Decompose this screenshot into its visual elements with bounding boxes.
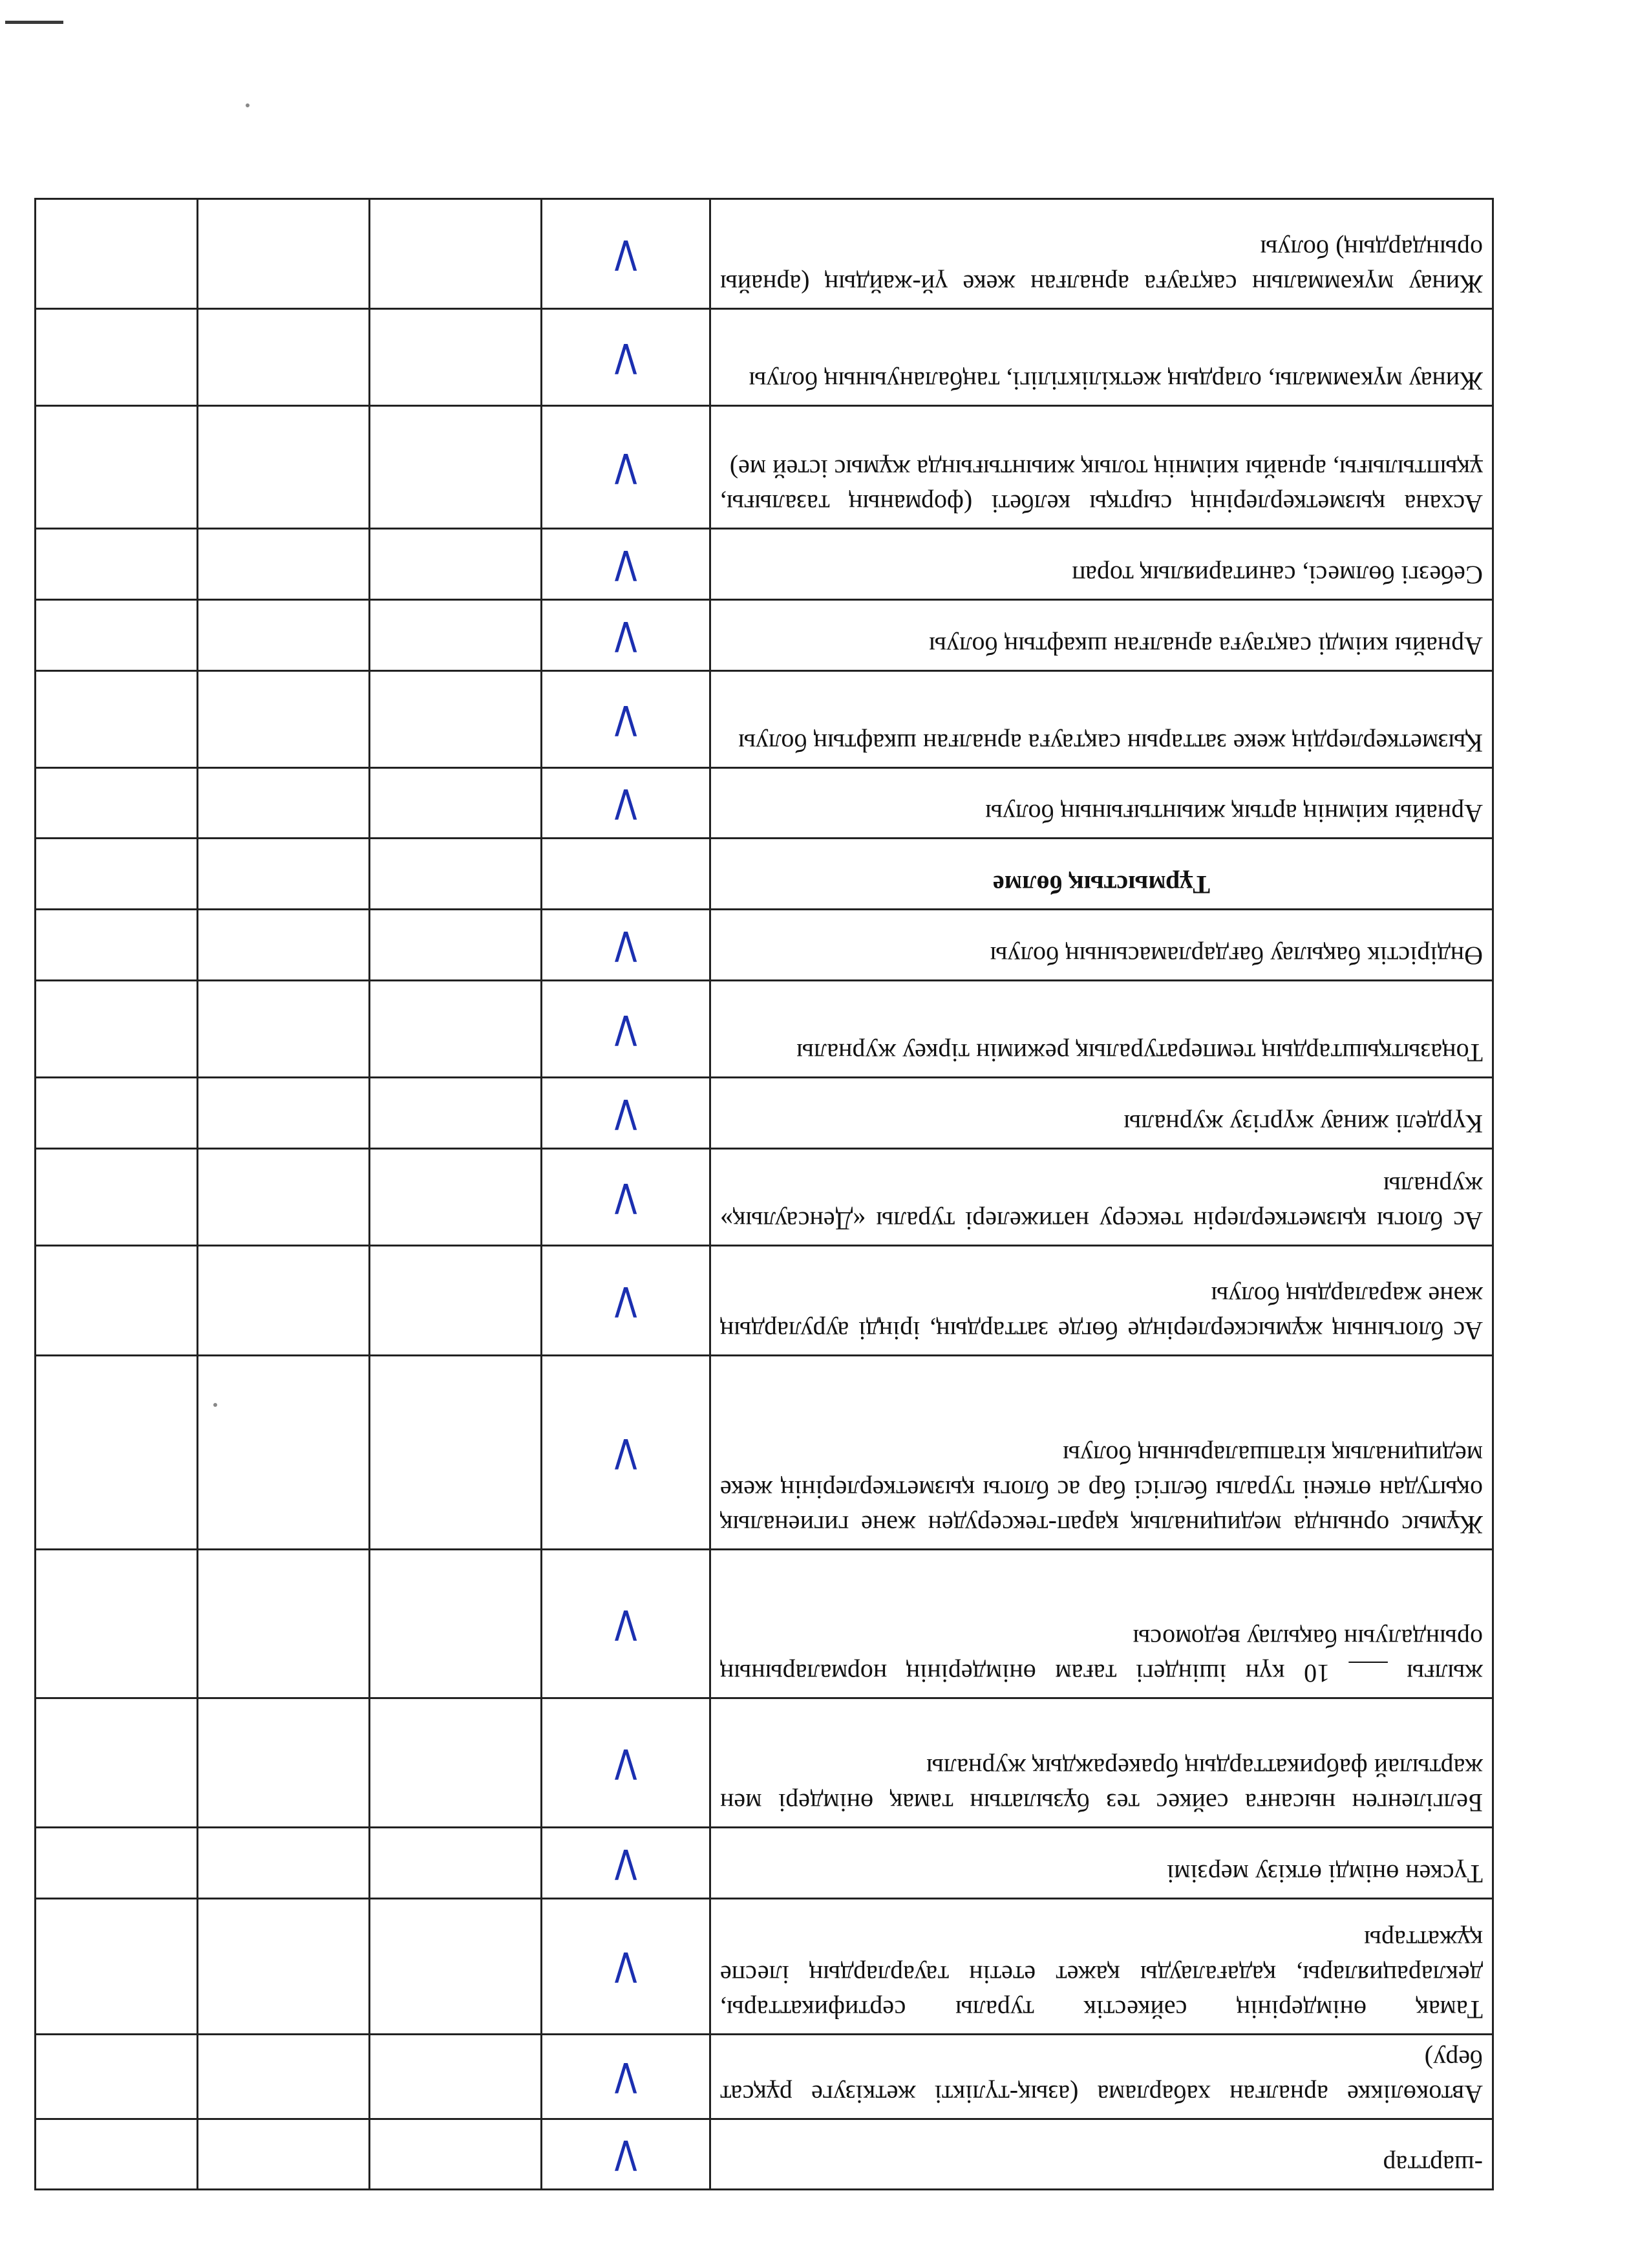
checklist-row [36,309,1493,406]
checklist-row [36,2034,1493,2119]
checkmark-icon: V [614,921,637,969]
empty-cell [36,2034,198,2119]
check-cell [542,1356,710,1550]
checklist-row [36,529,1493,599]
checkmark-icon: V [614,779,637,828]
empty-cell [370,1149,542,1246]
empty-cell [36,1898,198,2034]
row-text: Жинау мүкәммалы, олардың жеткіліктілігі, таңбалануының болуы [710,309,1493,406]
empty-cell [198,2034,370,2119]
empty-cell [198,309,370,406]
empty-cell [198,1898,370,2034]
empty-cell [36,1149,198,1246]
check-cell [542,1828,710,1898]
empty-cell [36,670,198,767]
empty-cell [370,1356,542,1550]
empty-cell [198,1246,370,1356]
empty-cell [36,910,198,981]
check-cell [542,309,710,406]
row-text: Асхана қызметкерлерінің сыртқы келбеті (форманың тазалығы, ұқыптылығы, арнайы киімнің толық жиынтығында жұмыс істей ме) [710,406,1493,529]
checkmark-icon: V [614,230,637,279]
empty-cell [36,981,198,1078]
row-text: -шарттар [710,2119,1493,2189]
checkmark-icon: V [614,1428,637,1477]
check-cell [542,670,710,767]
empty-cell [36,199,198,309]
section-row [36,839,1493,910]
checklist-row [36,767,1493,838]
check-cell [542,981,710,1078]
empty-cell [198,1698,370,1828]
check-cell [542,529,710,599]
checkmark-icon: V [614,1276,637,1325]
empty-cell [36,1550,198,1698]
row-text: Ас блогы қызметкерлерін тексеру нәтижелері туралы «Денсаулық» журналы [710,1149,1493,1246]
empty-cell [370,2034,542,2119]
check-cell [542,199,710,309]
empty-cell [198,1550,370,1698]
empty-cell [198,2119,370,2189]
checklist-row [36,1078,1493,1149]
checklist-row [36,2119,1493,2189]
checkmark-icon: V [614,444,637,492]
checkmark-icon: V [614,2052,637,2101]
empty-cell [370,910,542,981]
checklist-row [36,910,1493,981]
checkmark-icon: V [614,1173,637,1221]
empty-cell [370,1828,542,1898]
empty-cell [370,529,542,599]
checklist-table [34,198,1494,2190]
row-text: Арнайы киімнің артық жиынтығының болуы [710,767,1493,838]
empty-cell [370,2119,542,2189]
checkmark-icon: V [614,1005,637,1053]
empty-cell [198,767,370,838]
empty-cell [198,1078,370,1149]
empty-cell [36,767,198,838]
empty-cell [36,1078,198,1149]
checklist-row [36,406,1493,529]
row-text: Өндірістік бақылау бағдарламасының болуы [710,910,1493,981]
row-text: Автокөлікке арналған хабарлама (азық-түлікті жеткізуге рұқсат беру) [710,2034,1493,2119]
empty-cell [36,529,198,599]
checklist-row [36,1898,1493,2034]
empty-cell [370,199,542,309]
row-text: Ас блогының жұмыскерлерінде бөгде заттардың, іріңді аурулардың және жаралардың болуы [710,1246,1493,1356]
checklist-row [36,1698,1493,1828]
row-text: Жинау мүкәммалын сақтауға арналған жеке үй-жайдың (арнайы орындардың) болуы [710,199,1493,309]
checklist-row [36,199,1493,309]
checkmark-icon: V [614,540,637,588]
check-cell [542,1550,710,1698]
empty-cell [370,599,542,670]
empty-cell [370,1246,542,1356]
empty-cell [370,1550,542,1698]
row-text: Жұмыс орнында медициналық қарап-тексеруден және гигиеналық оқытудан өткені туралы белгісі бар ас блогы қызметкерлерінің жеке медициналық кітапшаларының болуы [710,1356,1493,1550]
empty-cell [370,1698,542,1828]
section-title: Тұрмыстық бөлме [710,839,1493,910]
checkmark-icon: V [614,611,637,659]
empty-cell [36,309,198,406]
check-cell [542,1898,710,2034]
row-text: Тоңазытқыштардың температуралық режимін тіркеу журналы [710,981,1493,1078]
check-cell [542,1698,710,1828]
empty-cell [36,1698,198,1828]
checklist-row [36,981,1493,1078]
empty-cell [370,981,542,1078]
empty-cell [198,199,370,309]
empty-cell [198,1356,370,1550]
checkmark-icon: V [614,1599,637,1648]
checklist-row [36,1149,1493,1246]
row-text: Тамақ өнімдерінің сәйкестік туралы сертификаттары, декларациялары, қадағалауды қажет ететін тауарлардың ілеспе құжаттары [710,1898,1493,2034]
empty-cell [198,406,370,529]
checklist-row [36,1246,1493,1356]
empty-cell [198,670,370,767]
checklist-row [36,599,1493,670]
empty-cell [370,309,542,406]
check-cell [542,2034,710,2119]
checkmark-icon: V [614,334,637,382]
empty-cell [198,599,370,670]
checklist-row [36,1356,1493,1550]
check-cell [542,1149,710,1246]
empty-cell [370,767,542,838]
row-text: жылғы ___ 10 күн ішіндегі тағам өнімдерінің нормаларының орындалуын бақылау ведомосы [710,1550,1493,1698]
checkmark-icon: V [614,1942,637,1991]
empty-cell [198,529,370,599]
check-cell [542,1246,710,1356]
empty-cell [370,1078,542,1149]
empty-cell [36,1246,198,1356]
row-text: Қызметкерлердің жеке заттарын сақтауға арналған шкафтың болуы [710,670,1493,767]
empty-cell [198,981,370,1078]
checkmark-icon: V [614,1089,637,1137]
empty-cell [370,406,542,529]
checklist-row [36,1828,1493,1898]
row-text: Белгіленген нысанға сәйкес тез бұзылатын тамақ өнімдері мен жартылай фабрикаттардың бракераждық журналы [710,1698,1493,1828]
empty-cell [370,1898,542,2034]
empty-cell [198,839,370,910]
row-text: Себезгі бөлмесі, санитариялық торап [710,529,1493,599]
check-cell [542,767,710,838]
checklist-row [36,670,1493,767]
checkmark-icon: V [614,1738,637,1787]
row-text: Арнайы киімді сақтауға арналған шкафтың болуы [710,599,1493,670]
empty-cell [198,910,370,981]
check-cell [542,839,710,910]
checklist-row [36,1550,1493,1698]
empty-cell [36,1356,198,1550]
row-text: Түскен өнімді өткізу мерзімі [710,1828,1493,1898]
empty-cell [36,839,198,910]
empty-cell [36,2119,198,2189]
check-cell [542,910,710,981]
empty-cell [370,670,542,767]
check-cell [542,1078,710,1149]
empty-cell [36,406,198,529]
checkmark-icon: V [614,695,637,744]
empty-cell [36,599,198,670]
checkmark-icon: V [614,2130,637,2178]
check-cell [542,2119,710,2189]
empty-cell [370,839,542,910]
row-text: Күрделі жинау жүргізу журналы [710,1078,1493,1149]
check-cell [542,406,710,529]
empty-cell [198,1828,370,1898]
empty-cell [198,1149,370,1246]
empty-cell [36,1828,198,1898]
check-cell [542,599,710,670]
checkmark-icon: V [614,1839,637,1887]
